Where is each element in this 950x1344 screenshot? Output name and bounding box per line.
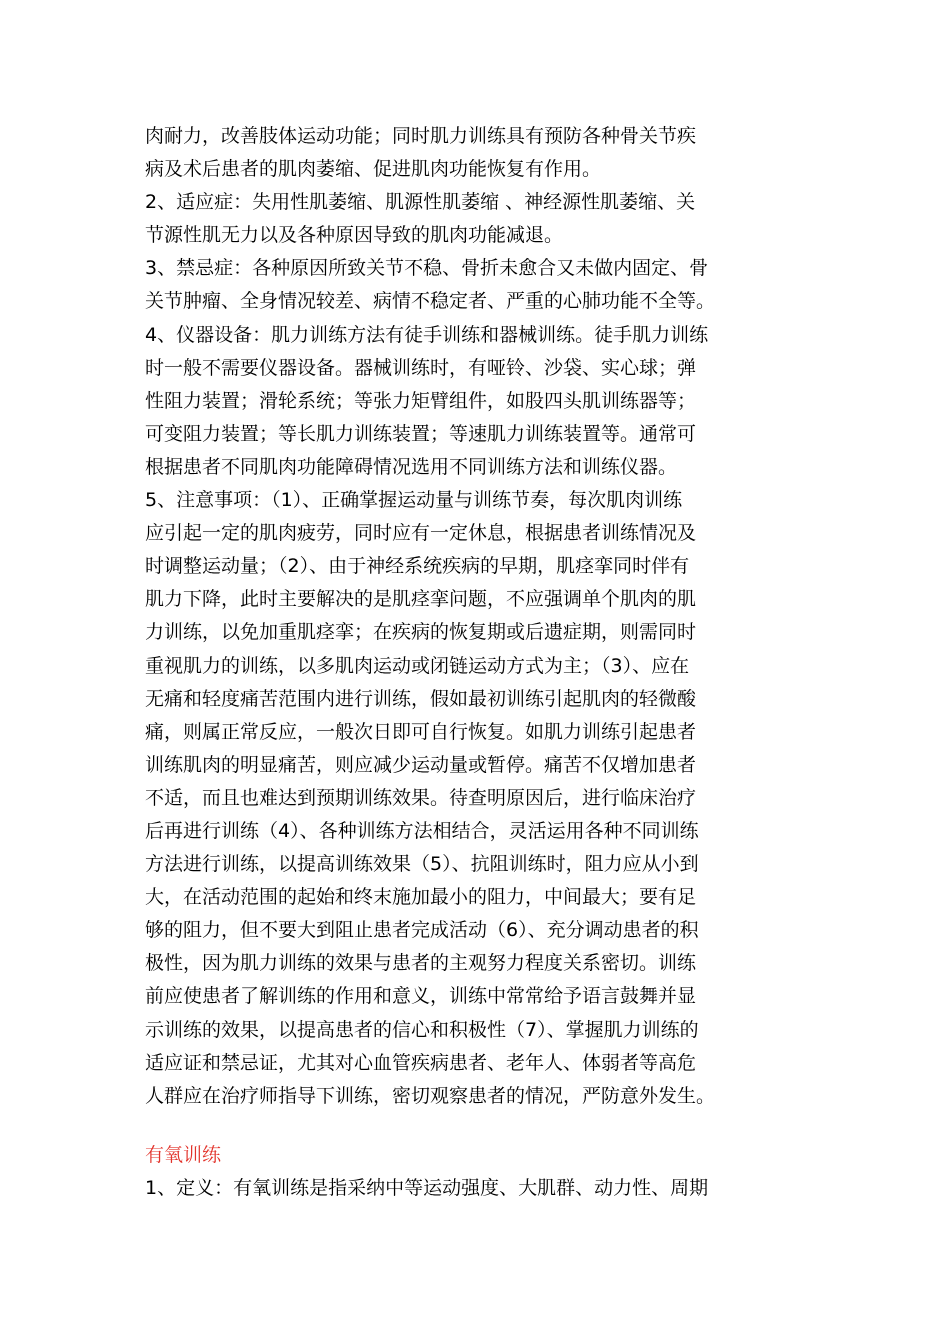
text-line: 1、定义：有氧训练是指采纳中等运动强度、大肌群、动力性、周期 — [145, 1176, 709, 1199]
section-muscle-training — [145, 120, 815, 1113]
text-line: 性阻力装置；滑轮系统；等张力矩臂组件，如股四头肌训练器等； — [145, 389, 697, 412]
text-line: 3、禁忌症：各种原因所致关节不稳、骨折未愈合又未做内固定、骨 — [145, 257, 709, 280]
text-line: 力训练，以免加重肌痉挛；在疾病的恢复期或后遗症期，则需同时 — [145, 621, 697, 644]
text-line: 痛，则属正常反应，一般次日即可自行恢复。如肌力训练引起患者 — [145, 720, 697, 743]
text-line: 示训练的效果，以提高患者的信心和积极性（7）、掌握肌力训练的 — [145, 1018, 699, 1041]
text-line: 根据患者不同肌肉功能障碍情况选用不同训练方法和训练仪器。 — [145, 455, 678, 478]
text-line: 节源性肌无力以及各种原因导致的肌肉功能减退。 — [145, 224, 564, 247]
text-line: 方法进行训练，以提高训练效果（5）、抗阻训练时，阻力应从小到 — [145, 853, 699, 876]
text-line: 无痛和轻度痛苦范围内进行训练，假如最初训练引起肌肉的轻微酸 — [145, 687, 697, 710]
section-aerobic-training — [145, 1139, 815, 1205]
text-line: 2、适应症：失用性肌萎缩、肌源性肌萎缩 、神经源性肌萎缩、关 — [145, 191, 696, 214]
text-line: 时一般不需要仪器设备。器械训练时，有哑铃、沙袋、实心球；弹 — [145, 356, 697, 379]
text-line: 应引起一定的肌肉疲劳，同时应有一定休息，根据患者训练情况及 — [145, 522, 697, 545]
text-line: 大，在活动范围的起始和终末施加最小的阻力，中间最大；要有足 — [145, 886, 697, 909]
text-line: 病及术后患者的肌肉萎缩、促进肌肉功能恢复有作用。 — [145, 158, 602, 181]
document-body — [145, 120, 815, 1205]
section-heading: 有氧训练 — [145, 1143, 222, 1166]
text-line: 时调整运动量；（2）、由于神经系统疾病的早期，肌痉挛同时伴有 — [145, 555, 690, 578]
text-line: 训练肌肉的明显痛苦，则应减少运动量或暂停。痛苦不仅增加患者 — [145, 753, 697, 776]
text-line: 人群应在治疗师指导下训练，密切观察患者的情况，严防意外发生。 — [145, 1084, 716, 1107]
text-line: 重视肌力的训练，以多肌肉运动或闭链运动方式为主；（3）、应在 — [145, 654, 690, 677]
text-line: 适应证和禁忌证，尤其对心血管疾病患者、老年人、体弱者等高危 — [145, 1051, 697, 1074]
section-spacer — [145, 1113, 815, 1139]
text-line: 不适，而且也难达到预期训练效果。待查明原因后，进行临床治疗 — [145, 786, 697, 809]
text-line: 肌力下降，此时主要解决的是肌痉挛问题，不应强调单个肌肉的肌 — [145, 588, 697, 611]
text-line: 肉耐力，改善肢体运动功能；同时肌力训练具有预防各种骨关节疾 — [145, 125, 697, 147]
text-line: 5、注意事项：（1）、正确掌握运动量与训练节奏，每次肌肉训练 — [145, 489, 683, 512]
text-line: 后再进行训练（4）、各种训练方法相结合，灵活运用各种不同训练 — [145, 819, 699, 842]
text-line: 可变阻力装置；等长肌力训练装置；等速肌力训练装置等。通常可 — [145, 422, 697, 445]
text-line: 关节肿瘤、全身情况较差、病情不稳定者、严重的心肺功能不全等。 — [145, 290, 716, 313]
text-line: 极性，因为肌力训练的效果与患者的主观努力程度关系密切。训练 — [145, 952, 697, 975]
text-line: 前应使患者了解训练的作用和意义，训练中常常给予语言鼓舞并显 — [145, 985, 697, 1008]
text-line: 够的阻力，但不要大到阻止患者完成活动（6）、充分调动患者的积 — [145, 919, 699, 942]
text-line: 4、仪器设备：肌力训练方法有徒手训练和器械训练。徒手肌力训练 — [145, 323, 709, 346]
